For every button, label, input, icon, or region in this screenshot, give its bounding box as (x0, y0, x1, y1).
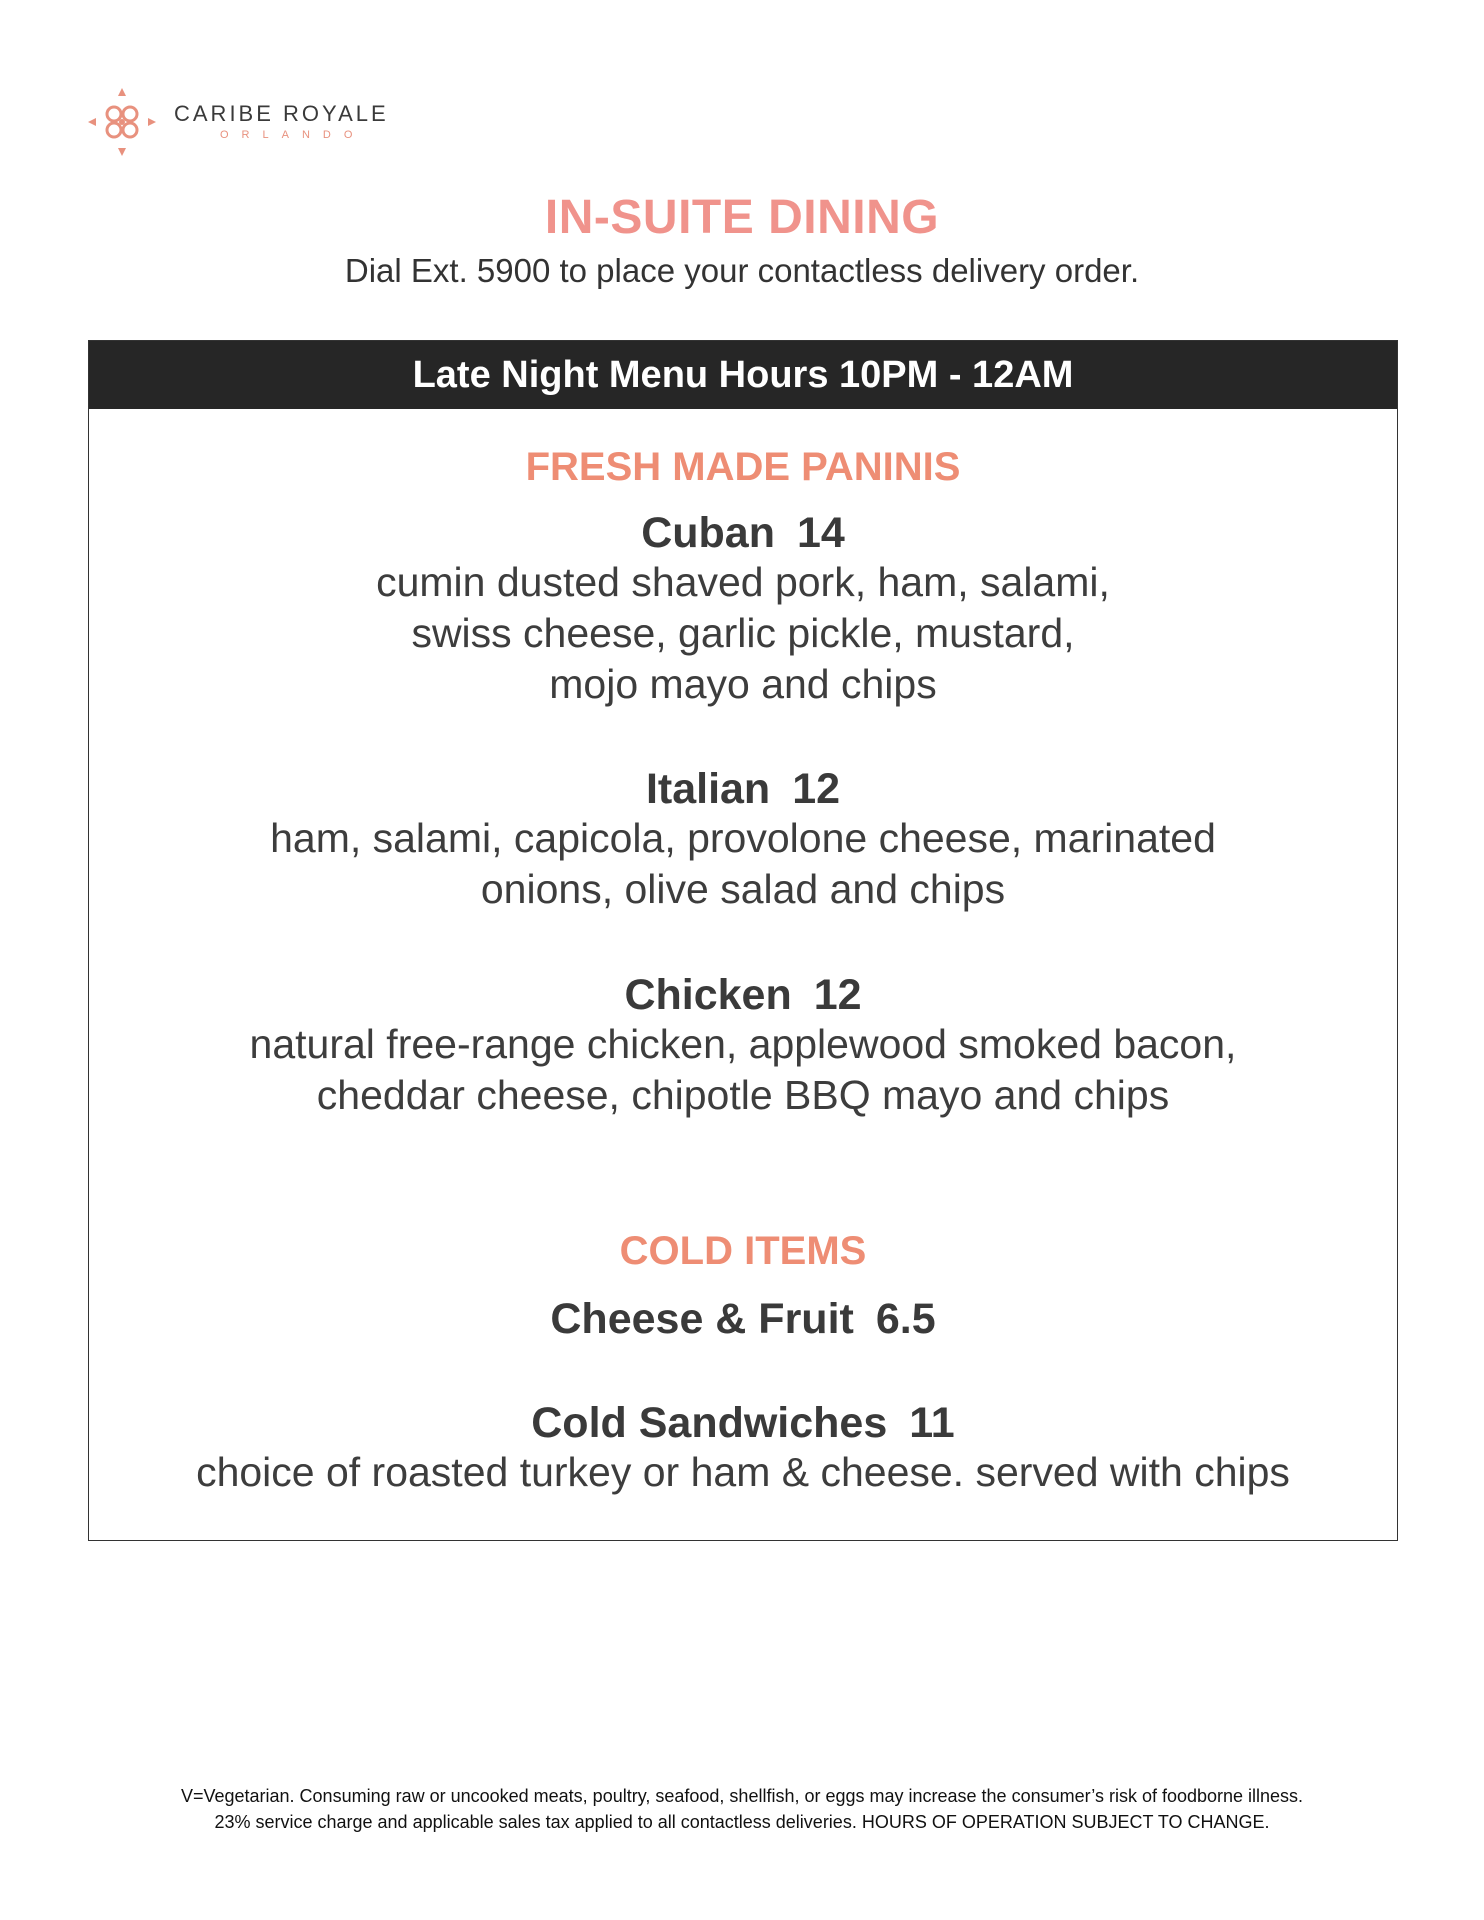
desc-line: onions, olive salad and chips (480, 866, 1006, 912)
desc-line: cumin dusted shaved pork, ham, salami, (376, 559, 1110, 605)
section-title-cold-items: COLD ITEMS (619, 1229, 867, 1273)
footer-line: 23% service charge and applicable sales tax applied to all contactless deliveries. HOURS OF OPERATION SUBJECT TO CHANGE. (214, 1812, 1270, 1832)
desc-line: mojo mayo and chips (549, 661, 937, 707)
item-price: 12 (792, 765, 841, 813)
section-title-paninis: FRESH MADE PANINIS (525, 445, 961, 489)
menu-item-desc-chicken (89, 1019, 1397, 1121)
desc-line: ham, salami, capicola, provolone cheese, marinated (270, 815, 1216, 861)
footer-disclaimer (0, 1783, 1484, 1835)
item-price: 14 (796, 509, 845, 557)
brand-name: CARIBE ROYALE (174, 101, 389, 126)
item-price: 6.5 (875, 1295, 936, 1343)
item-name: Cuban (641, 509, 775, 557)
menu-item-name-cuban (89, 509, 1397, 558)
menu-box (88, 340, 1398, 1541)
menu-item-desc-cuban (89, 557, 1397, 710)
item-name: Chicken (624, 971, 792, 1019)
brand-logo (86, 86, 389, 158)
swirl-logo-icon (86, 86, 158, 158)
item-name: Cheese & Fruit (550, 1295, 854, 1343)
menu-hours-band: Late Night Menu Hours 10PM - 12AM (89, 341, 1397, 409)
page-subtitle: Dial Ext. 5900 to place your contactless delivery order. (344, 252, 1140, 289)
menu-item-desc-italian (89, 813, 1397, 915)
menu-item-name-chicken (89, 971, 1397, 1020)
menu-item-desc-cold-sandwiches (89, 1447, 1397, 1498)
item-name: Italian (645, 765, 771, 813)
menu-item-name-italian (89, 765, 1397, 814)
desc-line: natural free-range chicken, applewood smoked bacon, (249, 1021, 1237, 1067)
footer-line: V=Vegetarian. Consuming raw or uncooked meats, poultry, seafood, shellfish, or eggs may increase the consumer’s risk of foodborne illness. (180, 1786, 1304, 1806)
item-price: 12 (813, 971, 862, 1019)
item-price: 11 (909, 1399, 955, 1447)
desc-line: cheddar cheese, chipotle BBQ mayo and chips (316, 1072, 1170, 1118)
desc-line: swiss cheese, garlic pickle, mustard, (411, 610, 1075, 656)
item-name: Cold Sandwiches (531, 1399, 888, 1447)
page-title: IN-SUITE DINING (544, 191, 940, 244)
menu-item-name-cheese-fruit (89, 1295, 1397, 1344)
desc-line: choice of roasted turkey or ham & cheese. served with chips (196, 1449, 1290, 1495)
brand-city: ORLANDO (220, 129, 366, 141)
menu-item-name-cold-sandwiches (89, 1399, 1397, 1448)
